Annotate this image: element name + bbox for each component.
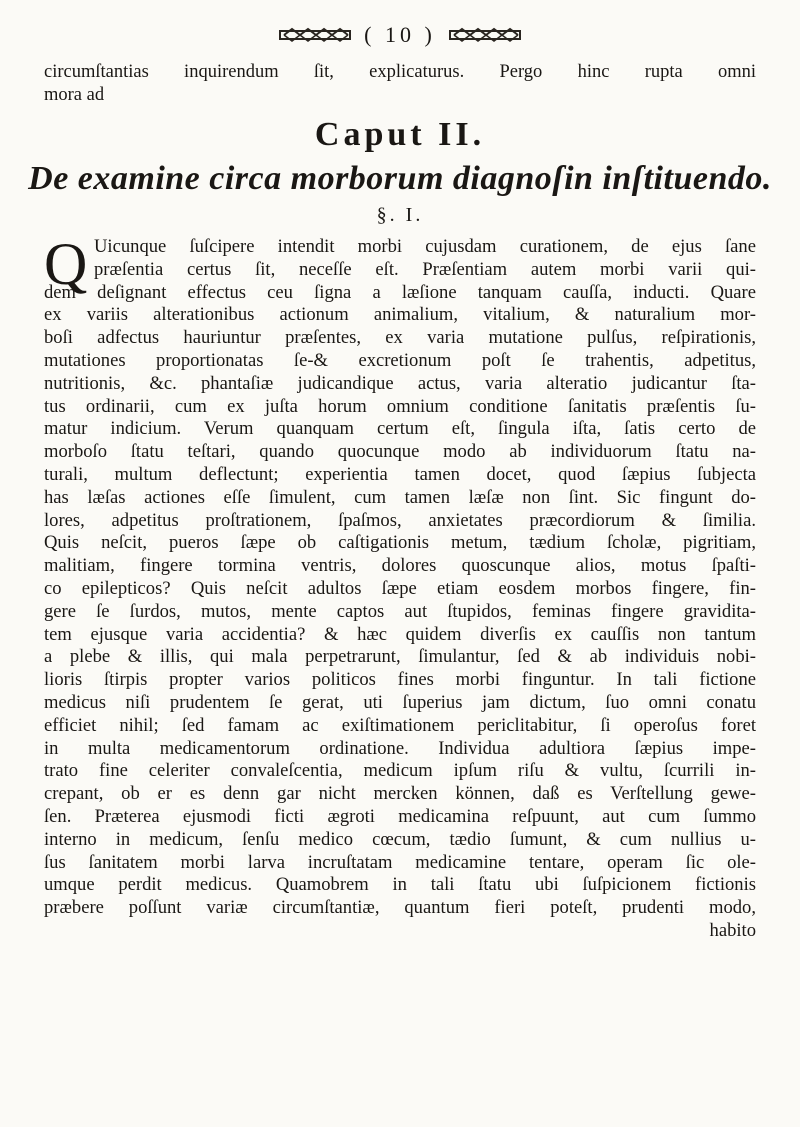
text-line: matur indicium. Verum quanquam certum eſt, ſingula iſta, ſatis certo de — [44, 418, 756, 440]
text-line: turali, multum deflectunt; experientia tamen docet, quod ſæpius ſubjecta — [44, 463, 756, 485]
text-line: trato fine celeriter convaleſcentia, medicum ipſum riſu & vultu, ſcurrili in- — [44, 760, 756, 782]
text-line: malitiam, fingere tormina ventris, dolores quoscunque alios, motus ſpaſti- — [44, 555, 756, 577]
drop-cap: Q — [44, 231, 88, 297]
text-line: a plebe & illis, qui mala perpetrarunt, ſimulantur, ſed & ab individuis nobi- — [44, 646, 756, 668]
continuation-line: mora ad — [44, 85, 105, 105]
text-line: lores, adpetitus proſtrationem, ſpaſmos, anxietates præcordiorum & ſimilia. — [44, 509, 756, 531]
right-ornament-icon — [448, 25, 522, 45]
text-line: efficiet nihil; ſed famam ac exiſtimationem periclitabitur, ſi operoſus foret — [44, 714, 756, 736]
page-header — [0, 20, 800, 50]
text-line: ſus ſanitatem morbi larva incruſtatam medicamine tentare, operam ſic ole- — [44, 851, 756, 873]
chapter-title: De examine circa morborum diagnoſin inſtituendo. — [28, 160, 772, 197]
text-line: tem ejusque varia accidentia? & hæc quidem diverſis ex cauſſis non tantum — [44, 623, 756, 645]
text-line: præbere poſſunt variæ circumſtantiæ, quantum fieri poteſt, prudenti modo, — [44, 897, 756, 919]
text-line: morboſo ſtatu teſtari, quando quocunque modo ab individuorum ſtatu na- — [44, 441, 756, 463]
left-ornament-icon — [278, 25, 352, 45]
text-line: medicus niſi prudentem ſe gerat, uti ſuperius jam dictum, ſuo omni conatu — [44, 691, 756, 713]
text-line: Quis neſcit, pueros ſæpe ob caſtigationis metum, tædium ſcholæ, pigritiam, — [44, 532, 756, 554]
text-line: crepant, ob er es denn gar nicht mercken können, daß es Verſtellung gewe- — [44, 783, 756, 805]
body-text — [44, 231, 756, 943]
text-line: gere ſe ſurdos, mutos, mente captos aut ſtupidos, feminas fingere gravidita- — [44, 600, 756, 622]
text-line: co epilepticos? Quis neſcit adultos ſæpe etiam eosdem morbos fingere, fin- — [44, 577, 756, 599]
text-line: boſi adfectus hauriuntur præſentes, ex varia mutatione pulſus, reſpirationis, — [44, 327, 756, 349]
catchword: habito — [709, 919, 756, 941]
text-line: mutationes proportionatas ſe-& excretionum poſt ſe trahentis, adpetitus, — [44, 349, 756, 371]
text-line: ſen. Præterea ejusmodi ficti ægroti medicamina reſpuunt, aut cum ſummo — [44, 805, 756, 827]
text-line: lioris ſtirpis propter varios politicos fines morbi finguntur. In tali fictione — [44, 669, 756, 691]
text-line: præſentia certus ſit, neceſſe eſt. Præſentiam autem morbi varii qui- — [94, 258, 756, 280]
chapter-heading: Caput II. — [314, 116, 486, 153]
text-line: tus ordinarii, cum ex juſta horum omnium conditione ſanitatis præſentis ſu- — [44, 395, 756, 417]
text-line: umque perdit medicus. Quamobrem in tali ſtatu ubi ſuſpicionem fictionis — [44, 874, 756, 896]
text-line: dem deſignant effectus ceu ſigna a læſione tanquam cauſſa, inducti. Quare — [44, 281, 756, 303]
section-mark: §. I. — [376, 204, 424, 226]
continuation-line: circumſtantias inquirendum ſit, explicaturus. Pergo hinc rupta omni — [44, 62, 756, 82]
text-line: has læſas actiones eſſe ſimulent, cum tamen læſæ non ſint. Sic fingunt do- — [44, 486, 756, 508]
text-line: interno in medicum, ſenſu medico cœcum, tædio ſumunt, & cum nullius u- — [44, 828, 756, 850]
text-line: Uicunque ſuſcipere intendit morbi cujusdam curationem, de ejus ſane — [94, 236, 756, 257]
text-line: nutritionis, &c. phantaſiæ judicandique actus, varia alteratio judicantur ſta- — [44, 372, 756, 394]
page-number: ( 10 ) — [364, 22, 436, 47]
text-line: in multa medicamentorum ordinatione. Individua adultiora ſæpius impe- — [44, 737, 756, 759]
text-line: ex variis alterationibus actionum animalium, vitalium, & naturalium mor- — [44, 304, 756, 326]
